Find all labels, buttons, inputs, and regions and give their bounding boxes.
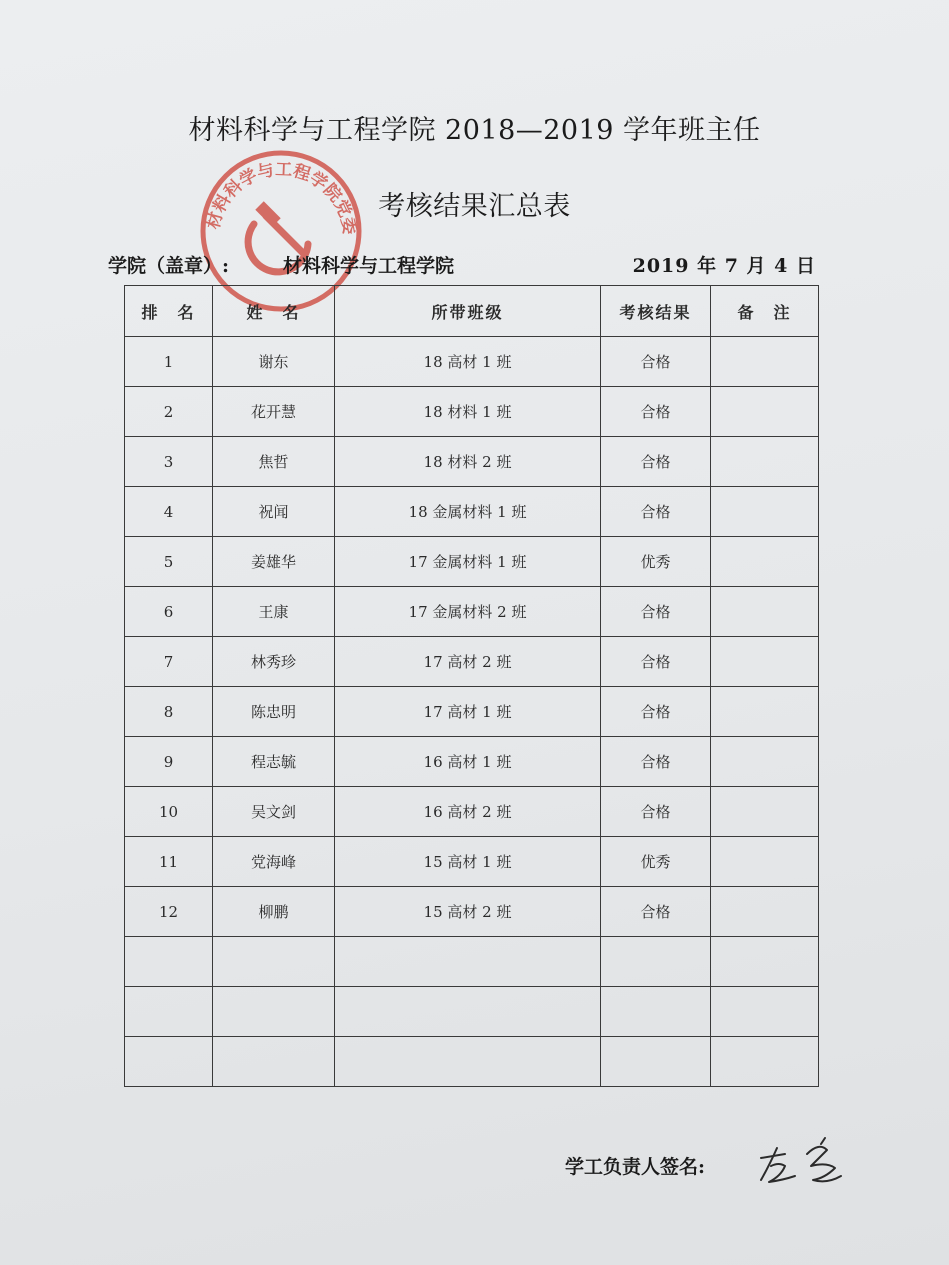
- cell-name: 姜雄华: [213, 537, 335, 587]
- cell-class: 18 金属材料 1 班: [335, 487, 601, 537]
- cell-note: [711, 937, 819, 987]
- cell-rank: 7: [125, 637, 213, 687]
- cell-rank: 2: [125, 387, 213, 437]
- cell-note: [711, 737, 819, 787]
- table-row: [125, 687, 819, 737]
- header-result: 考核结果: [601, 286, 711, 337]
- cell-name: 吴文剑: [213, 787, 335, 837]
- cell-name: [213, 987, 335, 1037]
- cell-rank: 5: [125, 537, 213, 587]
- cell-note: [711, 537, 819, 587]
- cell-result: [601, 937, 711, 987]
- cell-result: 合格: [601, 637, 711, 687]
- cell-class: 16 高材 2 班: [335, 787, 601, 837]
- seal-text: 材料科学与工程学院党委: [203, 159, 360, 237]
- header-class: 所带班级: [335, 286, 601, 337]
- table-header-row: [125, 286, 819, 337]
- cell-class: 15 高材 1 班: [335, 837, 601, 887]
- cell-note: [711, 487, 819, 537]
- cell-name: 程志毓: [213, 737, 335, 787]
- cell-rank: 12: [125, 887, 213, 937]
- cell-name: 谢东: [213, 337, 335, 387]
- cell-rank: 8: [125, 687, 213, 737]
- header-rank: 排 名: [125, 286, 213, 337]
- cell-rank: 6: [125, 587, 213, 637]
- cell-note: [711, 1037, 819, 1087]
- cell-name: 祝闻: [213, 487, 335, 537]
- form-meta-row: [108, 251, 828, 281]
- cell-rank: [125, 987, 213, 1037]
- cell-name: 陈忠明: [213, 687, 335, 737]
- cell-class: 17 高材 1 班: [335, 687, 601, 737]
- cell-note: [711, 787, 819, 837]
- cell-result: 合格: [601, 587, 711, 637]
- cell-result: 合格: [601, 337, 711, 387]
- table-row: [125, 537, 819, 587]
- cell-class: 18 材料 2 班: [335, 437, 601, 487]
- cell-result: 优秀: [601, 837, 711, 887]
- cell-name: 焦哲: [213, 437, 335, 487]
- cell-class: 17 金属材料 1 班: [335, 537, 601, 587]
- college-label: 学院（盖章）:: [108, 255, 230, 277]
- signature-label: 学工负责人签名:: [565, 1156, 706, 1178]
- cell-note: [711, 837, 819, 887]
- cell-rank: 4: [125, 487, 213, 537]
- cell-class: [335, 1037, 601, 1087]
- cell-result: 合格: [601, 887, 711, 937]
- cell-result: 合格: [601, 787, 711, 837]
- header-note: 备 注: [711, 286, 819, 337]
- cell-rank: 10: [125, 787, 213, 837]
- cell-class: 18 高材 1 班: [335, 337, 601, 387]
- cell-class: 15 高材 2 班: [335, 887, 601, 937]
- cell-rank: 3: [125, 437, 213, 487]
- table-row: [125, 337, 819, 387]
- cell-result: 合格: [601, 737, 711, 787]
- table-row: [125, 937, 819, 987]
- table-row: [125, 487, 819, 537]
- table-row: [125, 887, 819, 937]
- cell-note: [711, 337, 819, 387]
- cell-class: [335, 937, 601, 987]
- cell-note: [711, 987, 819, 1037]
- cell-class: 18 材料 1 班: [335, 387, 601, 437]
- cell-name: [213, 1037, 335, 1087]
- cell-class: 16 高材 1 班: [335, 737, 601, 787]
- cell-note: [711, 587, 819, 637]
- cell-result: 合格: [601, 387, 711, 437]
- cell-result: 合格: [601, 437, 711, 487]
- cell-rank: [125, 1037, 213, 1087]
- table-body: [125, 337, 819, 1087]
- header-name: 姓 名: [213, 286, 335, 337]
- cell-class: [335, 987, 601, 1037]
- cell-rank: 1: [125, 337, 213, 387]
- table-row: [125, 437, 819, 487]
- form-date: 2019 年 7 月 4 日: [632, 255, 816, 277]
- cell-note: [711, 887, 819, 937]
- page-title-line1: 材料科学与工程学院 2018—2019 学年班主任: [188, 115, 761, 146]
- page-title-line2: 考核结果汇总表: [378, 191, 571, 222]
- cell-note: [711, 437, 819, 487]
- cell-note: [711, 637, 819, 687]
- table-row: [125, 387, 819, 437]
- table-row: [125, 737, 819, 787]
- college-name: 材料科学与工程学院: [283, 255, 455, 277]
- cell-rank: [125, 937, 213, 987]
- cell-name: 王康: [213, 587, 335, 637]
- cell-class: 17 金属材料 2 班: [335, 587, 601, 637]
- cell-note: [711, 387, 819, 437]
- cell-result: [601, 1037, 711, 1087]
- cell-result: [601, 987, 711, 1037]
- handwritten-signature: [755, 1136, 865, 1198]
- cell-rank: 9: [125, 737, 213, 787]
- table-row: [125, 837, 819, 887]
- cell-name: 林秀珍: [213, 637, 335, 687]
- cell-result: 合格: [601, 487, 711, 537]
- cell-name: [213, 937, 335, 987]
- cell-note: [711, 687, 819, 737]
- table-row: [125, 637, 819, 687]
- table-row: [125, 1037, 819, 1087]
- table-row: [125, 987, 819, 1037]
- cell-result: 优秀: [601, 537, 711, 587]
- signature-area: [565, 1150, 885, 1200]
- cell-class: 17 高材 2 班: [335, 637, 601, 687]
- cell-rank: 11: [125, 837, 213, 887]
- cell-name: 党海峰: [213, 837, 335, 887]
- cell-name: 花开慧: [213, 387, 335, 437]
- table-row: [125, 587, 819, 637]
- cell-result: 合格: [601, 687, 711, 737]
- cell-name: 柳鹏: [213, 887, 335, 937]
- table-row: [125, 787, 819, 837]
- results-table: [124, 285, 819, 1087]
